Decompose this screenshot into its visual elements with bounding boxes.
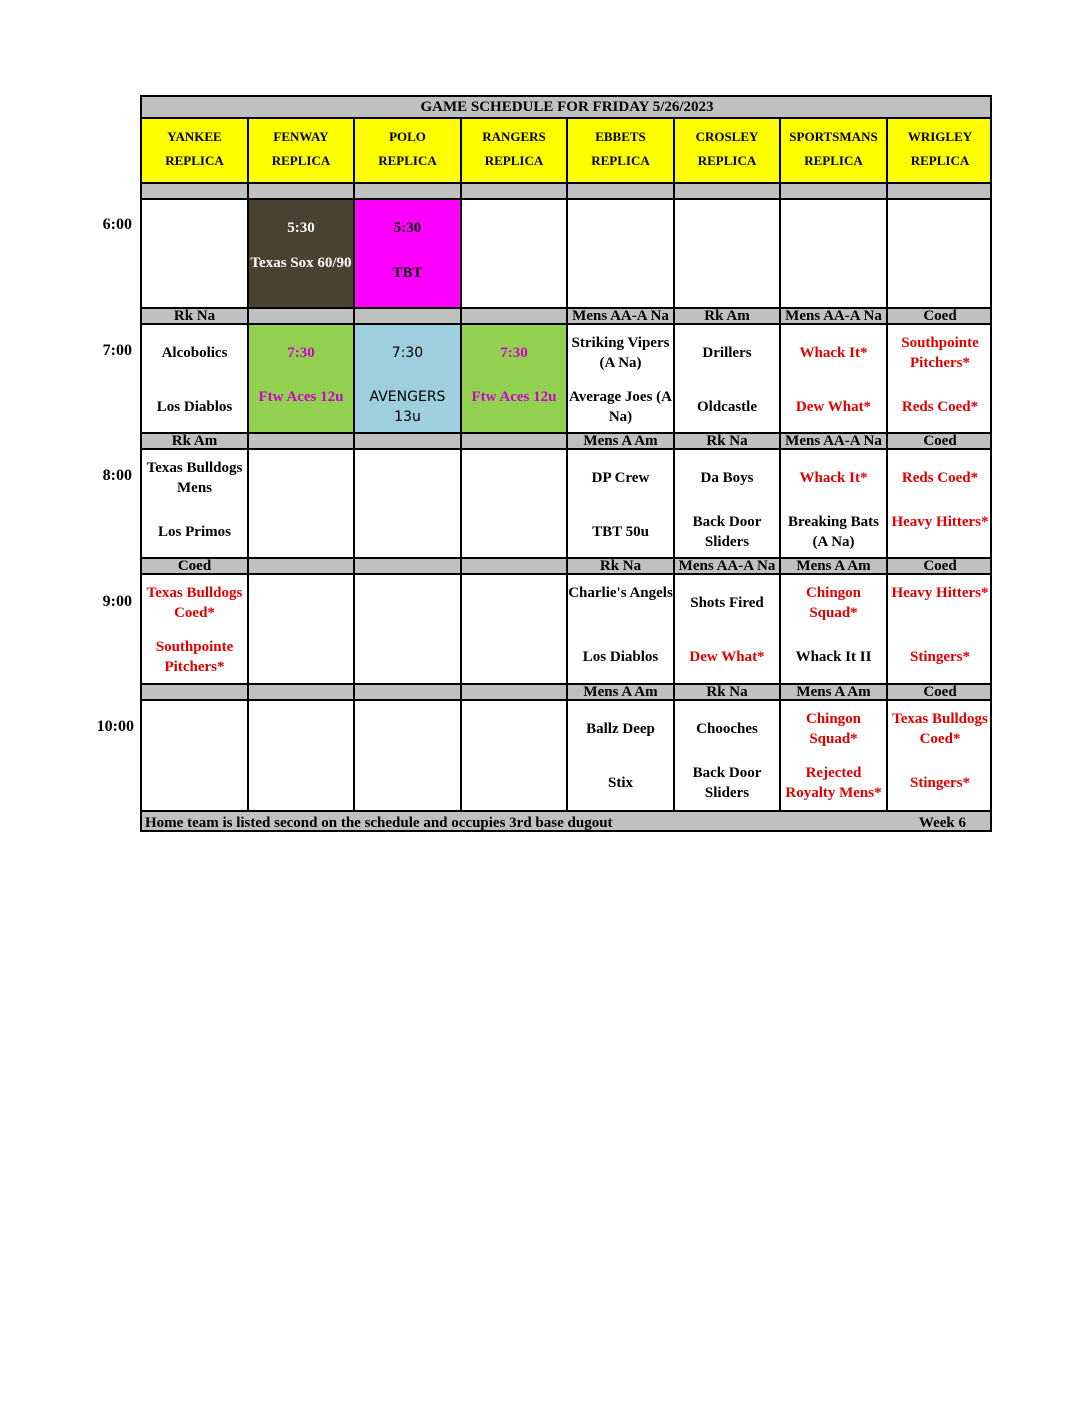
game-cell bbox=[566, 573, 673, 684]
away-team: Texas Bulldogs Mens bbox=[146, 460, 243, 496]
home-team: Southpointe Pitchers* bbox=[155, 639, 234, 675]
home-team: Dew What* bbox=[689, 649, 765, 665]
field-subtitle: REPLICA bbox=[910, 153, 970, 168]
division-label: Mens A Am bbox=[779, 683, 886, 699]
game-cell bbox=[673, 573, 779, 684]
game-cell bbox=[247, 198, 353, 309]
game-cell bbox=[886, 573, 992, 684]
game-cell bbox=[673, 448, 779, 559]
field-header-yankee bbox=[140, 117, 247, 183]
field-header-rangers bbox=[460, 117, 566, 183]
division-label bbox=[460, 683, 566, 699]
field-header-fenway bbox=[247, 117, 353, 183]
field-subtitle: REPLICA bbox=[165, 153, 224, 168]
game-cell bbox=[353, 198, 460, 309]
home-team: Ftw Aces 12u bbox=[258, 389, 344, 405]
home-team: AVENGERS 13u bbox=[369, 389, 446, 425]
division-label: Coed bbox=[886, 557, 992, 573]
division-label: Rk Na bbox=[140, 307, 247, 323]
away-team: Heavy Hitters* bbox=[891, 585, 989, 601]
time-label: 9:00 bbox=[102, 593, 132, 610]
division-label bbox=[247, 432, 353, 448]
home-team: Stingers* bbox=[910, 649, 970, 665]
away-team: Reds Coed* bbox=[901, 470, 979, 486]
home-team: Reds Coed* bbox=[901, 399, 979, 415]
home-team: Back Door Sliders bbox=[692, 514, 762, 550]
field-name: POLO bbox=[389, 129, 426, 144]
away-team: Whack It* bbox=[799, 470, 868, 486]
home-team: Oldcastle bbox=[697, 399, 757, 415]
field-name: YANKEE bbox=[167, 129, 222, 144]
time-label: 6:00 bbox=[102, 216, 132, 233]
time-label: 10:00 bbox=[96, 718, 134, 735]
away-team: 5:30 bbox=[393, 220, 422, 236]
away-team: Texas Bulldogs Coed* bbox=[146, 585, 243, 621]
division-label bbox=[140, 683, 247, 699]
division-label bbox=[460, 432, 566, 448]
division-label: Coed bbox=[140, 557, 247, 573]
game-cell bbox=[779, 323, 886, 434]
division-label: Mens A Am bbox=[566, 683, 673, 699]
field-header-sportsmans bbox=[779, 117, 886, 183]
division-label bbox=[247, 683, 353, 699]
division-label: Mens A Am bbox=[779, 557, 886, 573]
game-cell bbox=[353, 699, 460, 810]
game-cell bbox=[353, 573, 460, 684]
home-team: Los Primos bbox=[158, 524, 231, 540]
home-team: Stix bbox=[607, 775, 633, 791]
away-team: Chooches bbox=[696, 721, 758, 737]
division-label bbox=[673, 182, 779, 198]
game-cell bbox=[673, 323, 779, 434]
game-cell bbox=[460, 448, 566, 559]
away-team: 7:30 bbox=[287, 345, 315, 361]
home-team: Los Diablos bbox=[156, 399, 233, 415]
home-team: TBT bbox=[392, 265, 423, 281]
division-label bbox=[353, 557, 460, 573]
away-team: 5:30 bbox=[287, 220, 315, 236]
game-cell bbox=[779, 573, 886, 684]
game-cell bbox=[566, 323, 673, 434]
division-label: Mens AA-A Na bbox=[673, 557, 779, 573]
week-label: Week 6 bbox=[918, 815, 966, 831]
division-label bbox=[886, 182, 992, 198]
division-label: Mens A Am bbox=[566, 432, 673, 448]
division-label: Coed bbox=[886, 683, 992, 699]
game-cell bbox=[779, 448, 886, 559]
game-cell bbox=[779, 198, 886, 309]
game-cell bbox=[886, 448, 992, 559]
field-name: WRIGLEY bbox=[907, 129, 973, 144]
game-cell bbox=[886, 198, 992, 309]
game-cell bbox=[247, 699, 353, 810]
field-subtitle: REPLICA bbox=[378, 153, 437, 168]
game-cell bbox=[566, 198, 673, 309]
field-name: SPORTSMANS bbox=[789, 129, 878, 144]
game-cell bbox=[353, 323, 460, 434]
away-team: Ballz Deep bbox=[586, 721, 655, 737]
game-cell bbox=[566, 448, 673, 559]
field-header-polo bbox=[353, 117, 460, 183]
time-label: 8:00 bbox=[102, 467, 132, 484]
division-label bbox=[247, 557, 353, 573]
division-label bbox=[247, 307, 353, 323]
away-team: Texas Bulldogs Coed* bbox=[892, 711, 988, 747]
away-team: Alcobolics bbox=[161, 345, 228, 361]
game-cell bbox=[886, 699, 992, 810]
field-name: CROSLEY bbox=[695, 129, 759, 144]
time-label: 7:00 bbox=[102, 342, 132, 359]
home-team: Whack It II bbox=[795, 649, 872, 665]
division-label bbox=[460, 557, 566, 573]
schedule-title: GAME SCHEDULE FOR FRIDAY 5/26/2023 bbox=[140, 95, 992, 117]
away-team: Chingon Squad* bbox=[805, 585, 862, 621]
division-label: Rk Am bbox=[140, 432, 247, 448]
division-label: Rk Na bbox=[566, 557, 673, 573]
division-label bbox=[566, 182, 673, 198]
division-label bbox=[353, 182, 460, 198]
division-label: Mens AA-A Na bbox=[779, 307, 886, 323]
game-cell bbox=[140, 699, 247, 810]
home-team: TBT 50u bbox=[592, 524, 649, 540]
game-cell bbox=[140, 448, 247, 559]
game-cell bbox=[886, 323, 992, 434]
game-cell bbox=[460, 323, 566, 434]
division-label bbox=[353, 683, 460, 699]
away-team: Chingon Squad* bbox=[805, 711, 862, 747]
away-team: Drillers bbox=[702, 345, 752, 361]
footer-note: Home team is listed second on the schedule and occupies 3rd base dugout bbox=[145, 815, 613, 831]
division-label: Coed bbox=[886, 307, 992, 323]
division-label bbox=[353, 432, 460, 448]
game-cell bbox=[140, 323, 247, 434]
division-label bbox=[353, 307, 460, 323]
division-label bbox=[460, 182, 566, 198]
game-cell bbox=[460, 573, 566, 684]
division-label bbox=[460, 307, 566, 323]
field-header-crosley bbox=[673, 117, 779, 183]
away-team: Shots Fired bbox=[690, 595, 764, 611]
division-label: Rk Na bbox=[673, 683, 779, 699]
division-label: Mens AA-A Na bbox=[779, 432, 886, 448]
field-subtitle: REPLICA bbox=[591, 153, 650, 168]
division-label: Coed bbox=[886, 432, 992, 448]
away-team: DP Crew bbox=[591, 470, 650, 486]
away-team: Whack It* bbox=[799, 345, 868, 361]
game-cell bbox=[673, 699, 779, 810]
home-team: Ftw Aces 12u bbox=[471, 389, 557, 405]
away-team: Charlie's Angels bbox=[568, 585, 673, 601]
game-cell bbox=[247, 573, 353, 684]
field-name: RANGERS bbox=[482, 129, 546, 144]
field-subtitle: REPLICA bbox=[697, 153, 757, 168]
game-cell bbox=[247, 323, 353, 434]
home-team: Average Joes (A Na) bbox=[568, 389, 672, 425]
game-cell bbox=[460, 198, 566, 309]
away-team: Da Boys bbox=[700, 470, 754, 486]
division-label: Mens AA-A Na bbox=[566, 307, 673, 323]
division-label bbox=[247, 182, 353, 198]
field-header-wrigley bbox=[886, 117, 992, 183]
away-team: Southpointe Pitchers* bbox=[901, 335, 979, 371]
away-team: Striking Vipers (A Na) bbox=[571, 335, 670, 371]
game-cell bbox=[566, 699, 673, 810]
away-team: 7:30 bbox=[391, 345, 424, 361]
game-cell bbox=[140, 198, 247, 309]
footer-bar bbox=[140, 810, 992, 832]
field-subtitle: REPLICA bbox=[484, 153, 544, 168]
field-subtitle: REPLICA bbox=[804, 153, 863, 168]
game-cell bbox=[460, 699, 566, 810]
home-team: Back Door Sliders bbox=[692, 765, 762, 801]
field-header-ebbets bbox=[566, 117, 673, 183]
home-team: Texas Sox 60/90 bbox=[250, 255, 352, 271]
field-subtitle: REPLICA bbox=[271, 153, 331, 168]
game-cell bbox=[779, 699, 886, 810]
away-team: 7:30 bbox=[500, 345, 528, 361]
game-cell bbox=[140, 573, 247, 684]
home-team: Heavy Hitters* bbox=[891, 514, 989, 530]
schedule-table bbox=[140, 95, 992, 832]
field-name: FENWAY bbox=[273, 129, 329, 144]
division-label bbox=[140, 182, 247, 198]
home-team: Stingers* bbox=[910, 775, 970, 791]
home-team: Dew What* bbox=[795, 399, 872, 415]
field-name: EBBETS bbox=[595, 129, 646, 144]
division-label: Rk Na bbox=[673, 432, 779, 448]
home-team: Rejected Royalty Mens* bbox=[785, 765, 882, 801]
game-cell bbox=[247, 448, 353, 559]
game-cell bbox=[353, 448, 460, 559]
division-label bbox=[779, 182, 886, 198]
division-label: Rk Am bbox=[673, 307, 779, 323]
home-team: Breaking Bats (A Na) bbox=[788, 514, 879, 550]
home-team: Los Diablos bbox=[582, 649, 659, 665]
game-cell bbox=[673, 198, 779, 309]
